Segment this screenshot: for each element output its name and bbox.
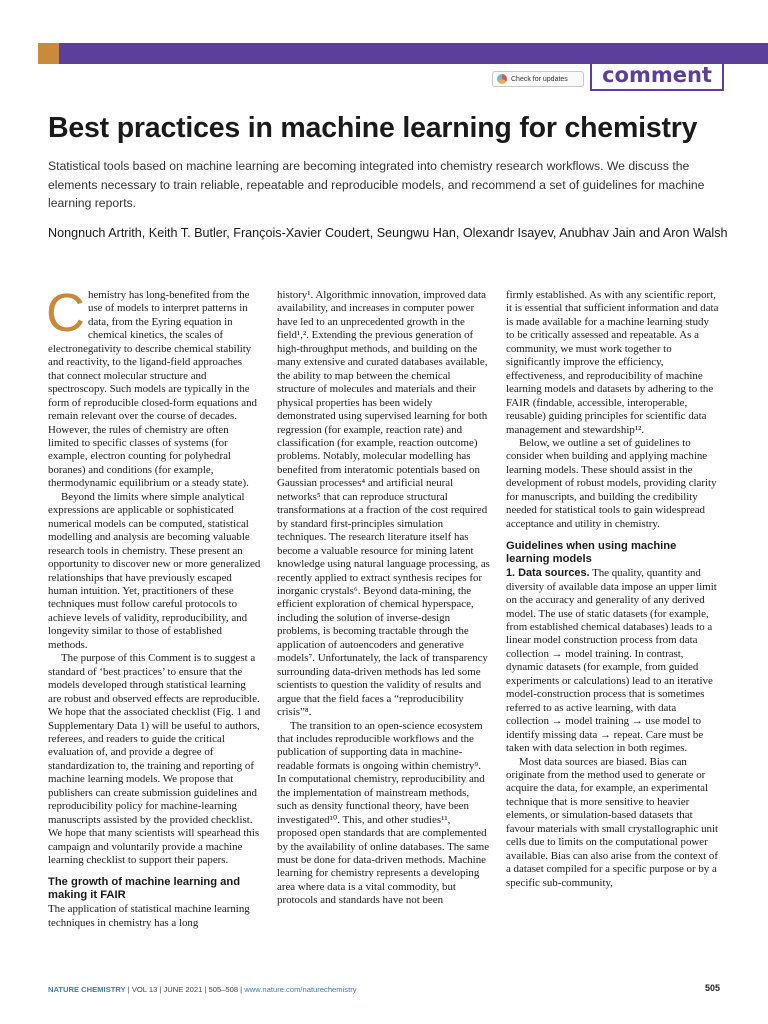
paragraph: 1. Data sources. The quality, quantity and diversity of available data impose an upper limit on the accuracy and generality of any derived model. The use of static datasets (for example, from established chemical databases) leads to a linear model construction process from data collection → model training. In contrast, dynamic datasets (for example, from guided experiments or calculations) lead to an iterative model-construction process that is sometimes referred to as active learning, with data collection → model training → use model to identify missing data → repeat. Care must be taken with data selection in both regimes.: [506, 567, 717, 755]
section-heading: The growth of machine learning and making it FAIR: [48, 876, 241, 902]
paragraph: The application of statistical machine learning techniques in chemistry has a long: [48, 903, 250, 929]
author-list: Nongnuch Artrith, Keith T. Butler, François-Xavier Coudert, Seungwu Han, Olexandr Isayev, Anubhav Jain and Aron Walsh: [48, 226, 728, 240]
journal-url-link[interactable]: www.nature.com/naturechemistry: [244, 985, 357, 994]
text-column-2: [277, 289, 491, 908]
article-title: Best practices in machine learning for chemistry: [48, 112, 698, 144]
paragraph: Below, we outline a set of guidelines to consider when building and applying machine learning models. These should assist in the development of robust models, providing clarity for manuscripts, and building the credibility needed for statistical tools to gain widespread acceptance and utility in chemistry.: [506, 436, 717, 530]
paragraph: firmly established. As with any scientific report, it is essential that sufficient information and data is made available for a machine learning study to be critically assessed and repeatable. As a community, we must work together to significantly improve the efficiency, effectiveness, and reproducibility of machine learning models and datasets by adhering to the FAIR (findable, accessible, interoperable, reusable) guiding principles for scientific data management and stewardship¹².: [506, 289, 719, 436]
check-for-updates-label: Check for updates: [511, 75, 568, 83]
page-footer: [48, 985, 720, 994]
run-in-heading: 1. Data sources.: [506, 567, 590, 580]
paragraph: The purpose of this Comment is to suggest a standard of ‘best practices’ to ensure that the models developed through statistical learning are robust and observed effects are reproducible. We hope that the associated checklist (Fig. 1 and Supplementary Data 1) will be useful to authors, referees, and readers to guide the critical evaluation of, and provide a degree of standardization to, the training and reporting of machine learning models. We propose that publishers can create submission guidelines and reproducibility policy for machine-learning manuscripts assisted by the provided checklist. We hope that many scientists will spearhead this campaign and voluntarily provide a machine learning checklist to support their papers.: [48, 652, 261, 867]
drop-cap: C: [46, 283, 85, 343]
text-column-1: [46, 283, 261, 930]
paragraph: history¹. Algorithmic innovation, improved data availability, and increases in computer power have led to an unprecedented growth in the field¹,². Extending the previous generation of high-throughput methods, and building on the many extensive and curated databases available, the ability to map between the chemical structure of molecules and materials and their physical properties has been widely demonstrated using supervised learning for both regression (for example, reaction rate) and classification (for example, reaction outcome) problems. Notably, molecular modelling has benefited from interatomic potentials based on Gaussian processes⁴ and artificial neural networks⁵ that can reproduce structural transformations at a fraction of the cost required by standard first-principles simulation techniques. The research literature itself has become a valuable resource for mining latent knowledge using natural language processing, as recently applied to extract synthesis recipes for inorganic crystals⁶. Beyond data-mining, the efficient exploration of chemical hyperspace, including the solution of inverse-design problems, is becoming tractable through the application of autoencoders and generative models⁷. Unfortunately, the lack of transparency surrounding data-driven methods has led some scientists to question the validity of results and argue that the field faces a “reproducibility crisis”⁸.: [277, 289, 490, 719]
paragraph: Beyond the limits where simple analytical expressions are applicable or sophisticated numerical models can be computed, statistical modelling and analysis are becoming valuable research tools in chemistry. These present an opportunity to discover new or more generalized relationships that have previously escaped human intuition. Yet, practitioners of these techniques must follow careful protocols to achieve levels of validity, reproducibility, and longevity similar to those of established methods.: [48, 490, 261, 651]
footer-journal-name: NATURE CHEMISTRY: [48, 985, 126, 994]
header-accent-block: [38, 43, 59, 64]
paragraph: Most data sources are biased. Bias can originate from the method used to generate or acquire the data, for example, an experimental technique that is more sensitive to heavier elements, or simulation-based datasets that favour materials with small crystallographic unit cells due to limits on the computational power available. Bias can also arise from the context of a dataset compiled for a specific purpose or by a specific sub-community,: [506, 755, 719, 889]
footer-issue-info: | VOL 13 | JUNE 2021 | 505–508 |: [125, 985, 245, 994]
section-label: comment: [590, 61, 724, 91]
check-for-updates-button[interactable]: [492, 71, 584, 87]
section-heading: Guidelines when using machine learning models: [506, 540, 677, 566]
updates-icon: [497, 74, 507, 84]
text-column-3: [506, 289, 720, 890]
paragraph: Chemistry has long-benefited from the use of models to interpret patterns in data, from the Eyring equation in chemical kinetics, the scales of electronegativity to describe chemical stability and reactivity, to the ligand-field approaches that connect molecular structure and spectroscopy. Such models are typically in the form of reproducible closed-form equations and remain relevant over the course of decades. However, the rules of chemistry are often limited to specific classes of systems (for example, electron counting for polyhedral boranes) and conditions (for example, thermodynamic equilibrium or a steady state).: [46, 283, 257, 490]
article-standfirst: Statistical tools based on machine learning are becoming integrated into chemistry research workflows. We discuss the elements necessary to train reliable, repeatable and reproducible models, and recommend a set of guidelines for machine learning reports.: [48, 159, 705, 210]
page-number: 505: [704, 983, 720, 993]
paragraph: The transition to an open-science ecosystem that includes reproducible workflows and the publication of supporting data in machine-readable formats is ongoing within chemistry⁹. In computational chemistry, reproducibility and the implementation of mainstream methods, such as density functional theory, have been investigated¹⁰. This, and other studies¹¹, proposed open standards that are complemented by the availability of online databases. The same must be done for data-driven methods. Machine learning for chemistry represents a developing area where data is a vital commodity, but protocols and standards have not been: [277, 719, 490, 907]
